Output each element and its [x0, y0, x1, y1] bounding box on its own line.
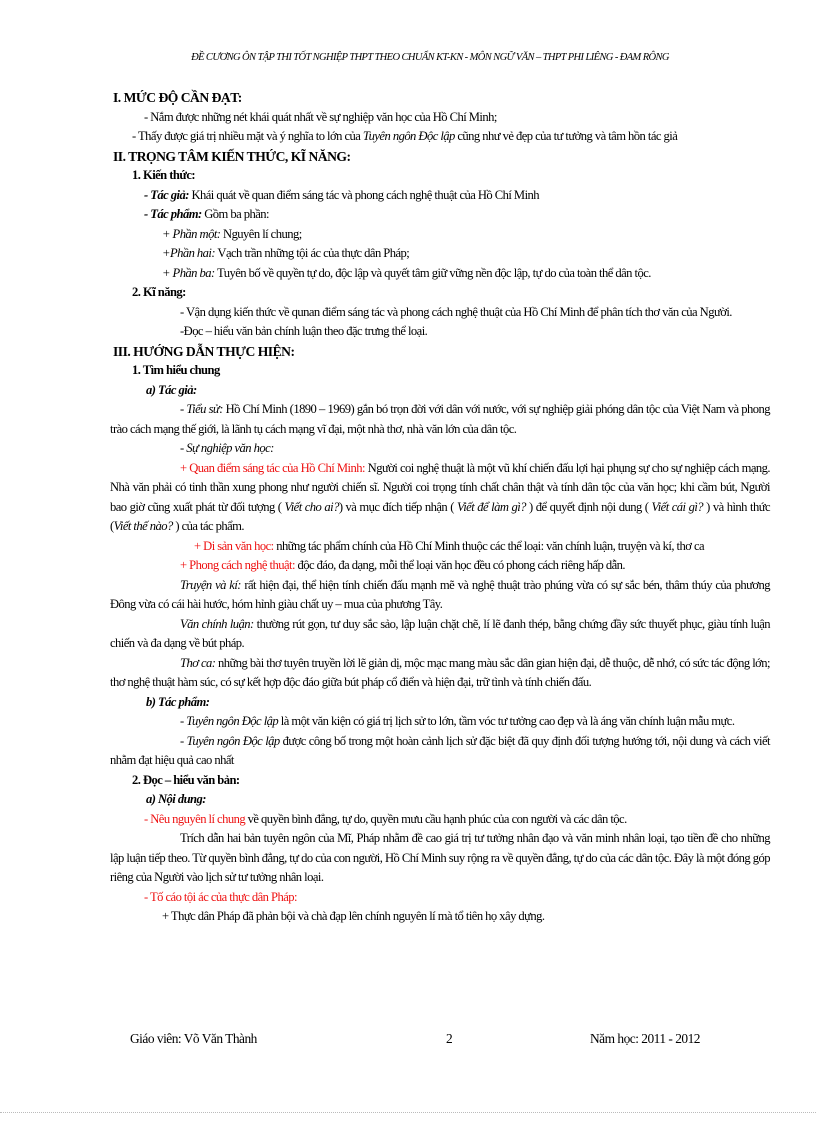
- skill-1: - Vận dụng kiến thức về qunan điểm sáng tác và phong cách nghệ thuật của Hồ Chí Minh để phân tích thơ văn của Người.: [180, 304, 732, 319]
- work-point-2: - Tuyên ngôn Độc lập được công bố trong một hoàn cảnh lịch sử đặc biệt đã quy định đối tượng hướng tới, nội dung và cách viết nhằm đạt hiệu quả cao nhất: [110, 733, 770, 767]
- footer-school-year: Năm học: 2011 - 2012: [590, 1031, 700, 1046]
- work-point-1: - Tuyên ngôn Độc lập là một văn kiện có giá trị lịch sử to lớn, tầm vóc tư tưởng cao đẹp và là áng văn chính luận mẫu mực.: [180, 714, 735, 728]
- work-part-1: + Phần một: Nguyên lí chung;: [162, 226, 302, 241]
- section-3-title: III. HƯỚNG DẪN THỰC HIỆN:: [113, 343, 295, 359]
- artistic-style: + Phong cách nghệ thuật: độc đáo, đa dạng, mỗi thể loại văn học đều có phong cách riêng hấp dẫn.: [180, 558, 625, 572]
- creative-viewpoint: + Quan điểm sáng tác của Hồ Chí Minh: Người coi nghệ thuật là một vũ khí chiến đấu lợi hại phụng sự cho sự nghiệp cách mạng. Nhà văn phải có tinh thần xung phong như người chiến sĩ. Người coi trọng tính chất chân thật và tính dân tộc của văn học; khi cầm bút, Người bao giờ cũng xuất phát từ đối tượng ( Viết cho ai?) và mục đích tiếp nhận ( Viết để làm gì? ) để quyết định nội dung ( Viết cái gì? ) và hình thức (Viết thế nào? ) của tác phẩm.: [110, 460, 771, 533]
- literary-career-label: - Sự nghiệp văn học:: [180, 441, 274, 455]
- skill-2: -Đọc – hiểu văn bản chính luận theo đặc trưng thể loại.: [180, 324, 428, 338]
- page-footer: [130, 1031, 730, 1051]
- stories-and-memoirs: Truyện và kí: rất hiện đại, thể hiện tính chiến đấu mạnh mẽ và nghệ thuật trào phúng vừa có sự sắc bén, thâm thúy của phương Đông vừa có cái hài hước, hóm hỉnh giàu chất uy – mua của phương Tây.: [110, 577, 770, 611]
- content-title: a) Nội dung:: [146, 792, 206, 806]
- reading-title: 2. Đọc – hiểu văn bản:: [132, 772, 240, 787]
- overview-title: 1. Tìm hiểu chung: [132, 363, 220, 377]
- page-header: ĐỀ CƯƠNG ÔN TẬP THI TỐT NGHIỆP THPT THEO CHUẨN KT-KN - MÔN NGỮ VĂN – THPT PHI LIÊNG - ĐAM RÔNG: [191, 52, 669, 63]
- objective-2: - Thấy được giá trị nhiều mặt và ý nghĩa to lớn của Tuyên ngôn Độc lập cũng như vẻ đẹp của tư tưởng và tâm hồn tác giả: [132, 129, 678, 143]
- footer-teacher: Giáo viên: Võ Văn Thành: [130, 1031, 257, 1046]
- political-essays: Văn chính luận: thường rút gọn, tư duy sắc sảo, lập luận chặt chẽ, lí lẽ đanh thép, bằng chứng đầy sức thuyết phục, giàu tính luận chiến và đa dạng về bút pháp.: [110, 616, 770, 650]
- general-principle: - Nêu nguyên lí chung về quyền bình đẳng, tự do, quyền mưu cầu hạnh phúc của con người và các dân tộc.: [144, 811, 627, 826]
- declaration-citation: Trích dẫn hai bản tuyên ngôn của Mĩ, Pháp nhằm đề cao giá trị tư tưởng nhân đạo và văn minh nhân loại, tạo tiền đề cho những lập luận tiếp theo. Từ quyền bình đẳng, tự do của con người, Hồ Chí Minh suy rộng ra về quyền đẳng, tự do của các dân tộc. Đây là một đóng góp riêng của Người vào lịch sử tư tưởng nhân loại.: [110, 831, 770, 884]
- footer-page-number: 2: [446, 1031, 453, 1046]
- author-title: a) Tác giả:: [146, 382, 197, 397]
- knowledge-author: - Tác giả: Khái quát về quan điểm sáng tác và phong cách nghệ thuật của Hồ Chí Minh: [144, 187, 540, 202]
- literary-heritage: + Di sản văn học: những tác phẩm chính của Hồ Chí Minh thuộc các thể loại: văn chính luận, truyện và kí, thơ ca: [194, 538, 705, 553]
- section-1-title: I. MỨC ĐỘ CẦN ĐẠT:: [113, 90, 242, 105]
- poetry: Thơ ca: những bài thơ tuyên truyền lời lẽ giản dị, mộc mạc mang màu sắc dân gian hiện đại, dễ thuộc, dễ nhớ, có sức tác động lớn; thơ nghệ thuật hàm súc, có sự kết hợp độc đáo giữa bút pháp cổ điển và hiện đại, trữ tình và tính chiến đấu.: [110, 655, 770, 689]
- denunciation-point-1: + Thực dân Pháp đã phản bội và chà đạp lên chính nguyên lí mà tổ tiên họ xây dựng.: [162, 909, 545, 923]
- skills-title: 2. Kĩ năng:: [132, 285, 186, 299]
- work-title: b) Tác phẩm:: [146, 694, 210, 709]
- biography: - Tiểu sử: Hồ Chí Minh (1890 – 1969) gắn bó trọn đời với dân với nước, với sự nghiệp giải phóng dân tộc của Việt Nam và phong trào cách mạng thế giới, là lãnh tụ cách mạng vĩ đại, một nhà thơ, nhà văn lớn của dân tộc.: [110, 402, 770, 436]
- denunciation-title: - Tố cáo tội ác của thực dân Pháp:: [144, 889, 297, 904]
- page-bottom-divider: [0, 1112, 816, 1113]
- knowledge-title: 1. Kiến thức:: [132, 168, 196, 182]
- objective-1: - Nắm được những nét khái quát nhất về sự nghiệp văn học của Hồ Chí Minh;: [144, 109, 497, 124]
- document-body: [110, 88, 770, 927]
- work-part-3: + Phần ba: Tuyên bố về quyền tự do, độc lập và quyết tâm giữ vững nền độc lập, tự do của toàn thể dân tộc.: [162, 265, 651, 280]
- section-2-title: II. TRỌNG TÂM KIẾN THỨC, KĨ NĂNG:: [113, 148, 351, 164]
- work-part-2: +Phần hai: Vạch trần những tội ác của thực dân Pháp;: [162, 246, 410, 260]
- knowledge-work: - Tác phẩm: Gồm ba phần:: [144, 207, 269, 221]
